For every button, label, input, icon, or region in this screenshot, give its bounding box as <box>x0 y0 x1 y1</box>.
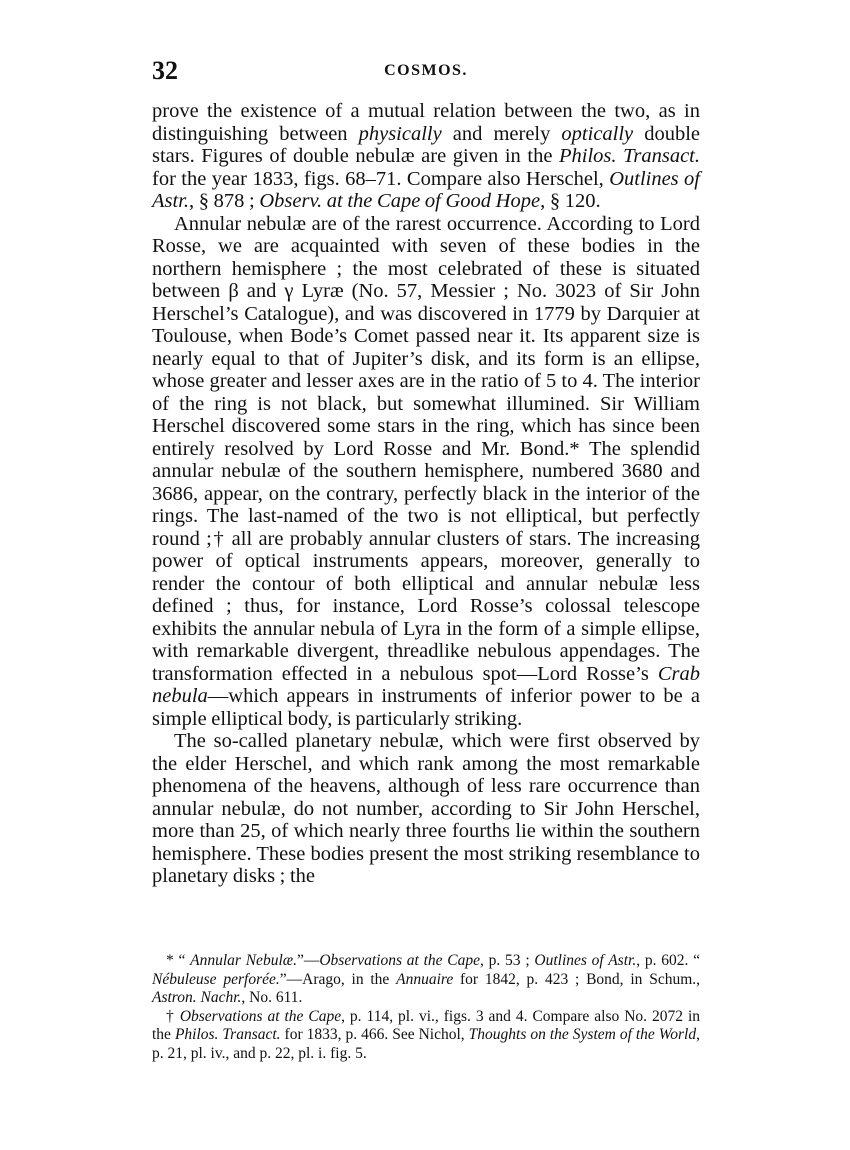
text-run: and merely <box>441 122 562 145</box>
italic-run: Outlines of Astr. <box>534 952 637 969</box>
paragraph-continuation <box>152 100 700 213</box>
italic-run: Nébuleuse perforée. <box>152 970 280 988</box>
text-run: for 1833, p. 466. See Nichol, <box>280 1026 469 1043</box>
main-text <box>152 100 700 888</box>
italic-run: Philos. Transact. <box>174 1026 281 1043</box>
text-run: ”— <box>296 952 320 969</box>
paragraph-annular-nebulae <box>152 213 700 731</box>
text-run: , p. 114, pl. vi., figs. 3 and 4. Compare also No. 2072 in the <box>152 1007 701 1043</box>
text-run: * “ <box>166 952 191 969</box>
page-number: 32 <box>152 56 178 85</box>
paragraph-planetary-nebulae <box>152 730 700 888</box>
italic-run: Observ. at the Cape of Good Hope <box>259 190 541 212</box>
italic-run: Crab nebula <box>152 662 700 707</box>
italic-run: Observations at the Cape <box>179 1007 342 1025</box>
footnote-dagger <box>152 1008 700 1064</box>
text-run: , p. 602. “ <box>636 952 701 969</box>
text-run: , § 878 ; <box>189 190 260 212</box>
text-run: for 1842, p. 423 ; Bond, in Schum., <box>453 970 701 988</box>
italic-run: Thoughts on the System of the World <box>468 1026 697 1043</box>
text-run: † <box>166 1007 180 1025</box>
footnote-star <box>152 952 700 1008</box>
text-run: , No. 611. <box>241 989 303 1006</box>
text-run: ”—Arago, in the <box>279 970 397 988</box>
text-run: double stars. Figures of double nebulæ are given in the <box>152 122 701 167</box>
text-run: —which appears in instruments of inferior power to be a simple elliptical body, is particularly striking. <box>152 685 700 730</box>
italic-run: Annular Nebulæ. <box>190 952 297 969</box>
footnotes <box>152 952 700 1063</box>
text-run: prove the existence of a mutual relation between the two, as in distinguishing between <box>152 100 700 145</box>
page-header <box>152 56 700 86</box>
italic-run: physically <box>358 122 442 145</box>
italic-run: Observations at the Cape <box>319 952 481 969</box>
text-run: , p. 21, pl. iv., and p. 22, pl. i. fig. 5. <box>152 1026 700 1062</box>
text-run: , p. 53 ; <box>480 952 535 969</box>
italic-run: Annuaire <box>396 970 454 988</box>
italic-run: optically <box>561 122 634 145</box>
text-run: The so-called planetary nebulæ, which were first observed by the elder Herschel, and which rank among the most remarkable phenomena of the heavens, although of less rare occurrence than annular nebulæ, do not number, according to Sir John Herschel, more than 25, of which nearly three fourths lie within the southern hemisphere. These bodies present the most striking resemblance to planetary disks ; the <box>152 730 700 887</box>
text-run: for the year 1833, figs. 68–71. Compare also Herschel, <box>152 167 610 190</box>
text-run: Annular nebulæ are of the rarest occurrence. According to Lord Rosse, we are acquainted with seven of these bodies in the northern hemisphere ; the most celebrated of these is situated between β and γ Lyræ (No. 57, Messier ; No. 3023 of Sir John Herschel’s Catalogue), and was discovered in 1779 by Darquier at Toulouse, when Bode’s Comet passed near it. Its apparent size is nearly equal to that of Jupiter’s disk, and its form is an ellipse, whose greater and lesser axes are in the ratio of 5 to 4. The interior of the ring is not black, but somewhat illumined. Sir William Herschel discovered some stars in the ring, which has since been entirely resolved by Lord Rosse and Mr. Bond.* The splendid annular nebulæ of the southern hemisphere, numbered 3680 and 3686, appear, on the contrary, perfectly black in the interior of the rings. The last-named of the two is not elliptical, but perfectly round ;† all are probably annular clusters of stars. The increasing power of optical instruments appears, moreover, generally to render the contour of both elliptical and annular nebulæ less defined ; thus, for instance, Lord Rosse’s colossal telescope exhibits the annular nebula of Lyra in the form of a simple ellipse, with remarkable divergent, threadlike nebulous appendages. The transformation effected in a nebulous spot—Lord Rosse’s <box>152 212 700 685</box>
italic-run: Outlines of Astr. <box>152 167 700 212</box>
italic-run: Philos. Transact. <box>559 145 700 167</box>
running-head: COSMOS. <box>384 62 468 79</box>
text-run: , § 120. <box>540 190 601 212</box>
italic-run: Astron. Nachr. <box>152 989 242 1006</box>
